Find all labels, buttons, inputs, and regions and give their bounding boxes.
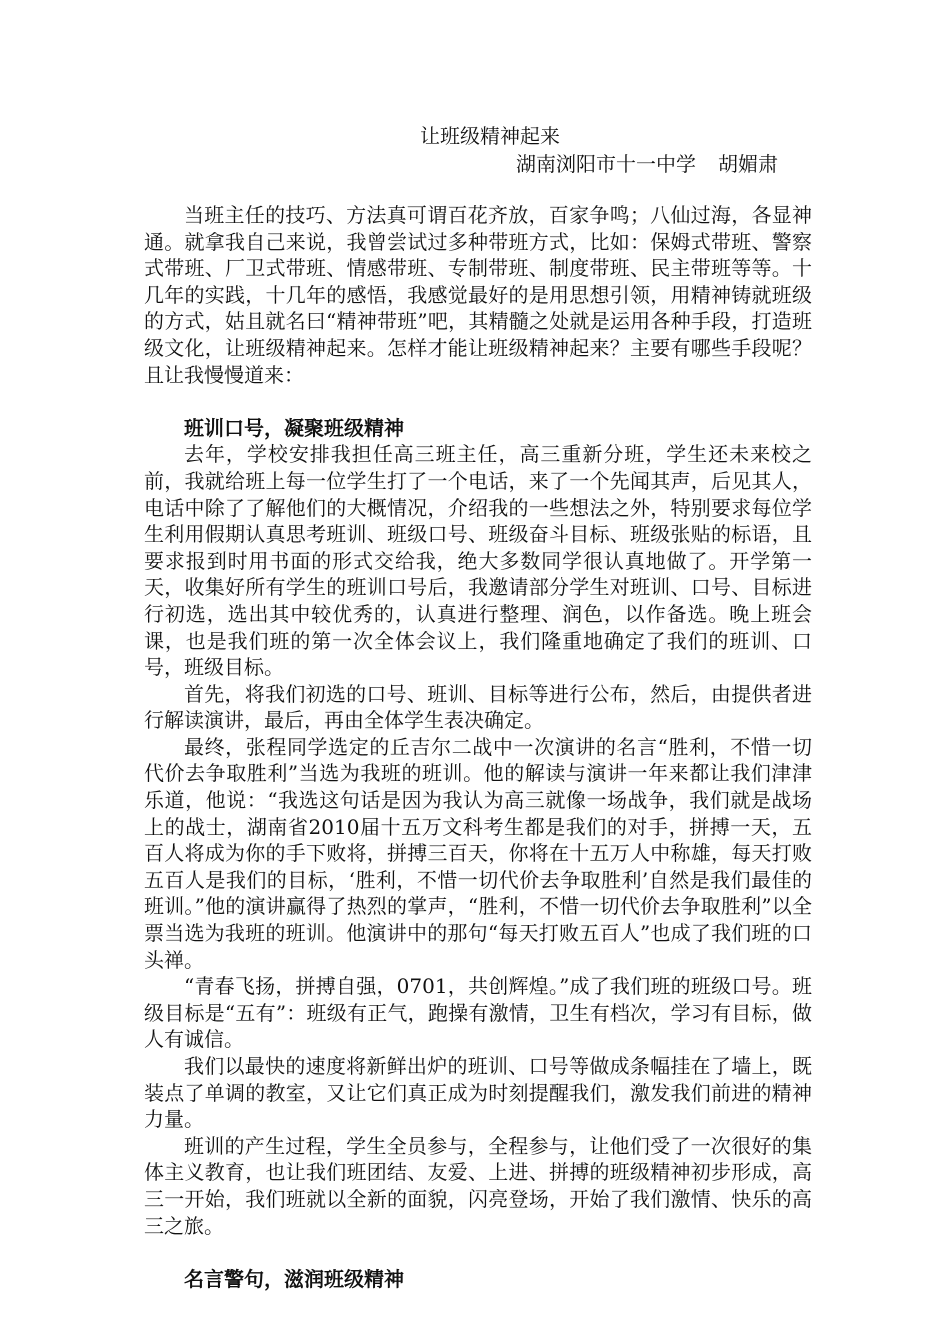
body-paragraph: 我们以最快的速度将新鲜出炉的班训、口号等做成条幅挂在了墙上，既装点了单调的教室，又让它们真正成为时刻提醒我们，激发我们前进的精神力量。 — [144, 1054, 812, 1132]
body-paragraph: 班训的产生过程，学生全员参与，全程参与，让他们受了一次很好的集体主义教育，也让我们班团结、友爱、上进、拼搏的班级精神初步形成，高三一开始，我们班就以全新的面貌，闪亮登场，开始了我们激情、快乐的高三之旅。 — [144, 1133, 812, 1238]
body-paragraph: “青春飞扬，拼搏自强，0701，共创辉煌。”成了我们班的班级口号。班级目标是“五有”：班级有正气，跑操有激情，卫生有档次，学习有目标，做人有诚信。 — [144, 974, 812, 1052]
section-heading: 名言警句，滋润班级精神 — [184, 1266, 404, 1291]
section-heading: 班训口号，凝聚班级精神 — [184, 415, 404, 440]
byline — [516, 150, 778, 178]
body-paragraph: 首先，将我们初选的口号、班训、目标等进行公布，然后，由提供者进行解读演讲，最后，再由全体学生表决确定。 — [144, 681, 812, 733]
author-name: 胡媚肃 — [718, 152, 778, 176]
body-paragraph: 最终，张程同学选定的丘吉尔二战中一次演讲的名言“胜利，不惜一切代价去争取胜利”当选为我班的班训。他的解读与演讲一年来都让我们津津乐道，他说：“我选这句话是因为我认为高三就像一场战争，我们就是战场上的战士，湖南省2010届十五万文科考生都是我们的对手，拼搏一天，五百人将成为你的手下败将，拼搏三百天，你将在十五万人中称雄，每天打败五百人是我们的目标，‘胜利，不惜一切代价去争取胜利’自然是我们最佳的班训。”他的演讲赢得了热烈的掌声，“胜利，不惜一切代价去争取胜利”以全票当选为我班的班训。他演讲中的那句“每天打败五百人”也成了我们班的口头禅。 — [144, 734, 812, 972]
spacer — [144, 388, 812, 415]
school-name: 湖南浏阳市十一中学 — [516, 152, 696, 176]
body-paragraph: 去年，学校安排我担任高三班主任，高三重新分班，学生还未来校之前，我就给班上每一位学生打了一个电话，来了一个先闻其声，后见其人，电话中除了了解他们的大概情况，介绍我的一些想法之外，特别要求每位学生利用假期认真思考班训、班级口号、班级奋斗目标、班级张贴的标语，且要求报到时用书面的形式交给我，绝大多数同学很认真地做了。开学第一天，收集好所有学生的班训口号后，我邀请部分学生对班训、口号、目标进行初选，选出其中较优秀的，认真进行整理、润色，以作备选。晚上班会课，也是我们班的第一次全体会议上，我们隆重地确定了我们的班训、口号，班级目标。 — [144, 442, 812, 680]
intro-paragraph: 当班主任的技巧、方法真可谓百花齐放，百家争鸣；八仙过海，各显神通。就拿我自己来说，我曾尝试过多种带班方式，比如：保姆式带班、警察式带班、厂卫式带班、情感带班、专制带班、制度带班、民主带班等等。十几年的实践，十几年的感悟，我感觉最好的是用思想引领，用精神铸就班级的方式，姑且就名曰“精神带班”吧，其精髓之处就是运用各种手段，打造班级文化，让班级精神起来。怎样才能让班级精神起来？主要有哪些手段呢？且让我慢慢道来： — [144, 203, 812, 387]
spacer — [144, 1239, 812, 1266]
article-title: 让班级精神起来 — [420, 124, 560, 148]
article-body — [144, 202, 812, 1292]
